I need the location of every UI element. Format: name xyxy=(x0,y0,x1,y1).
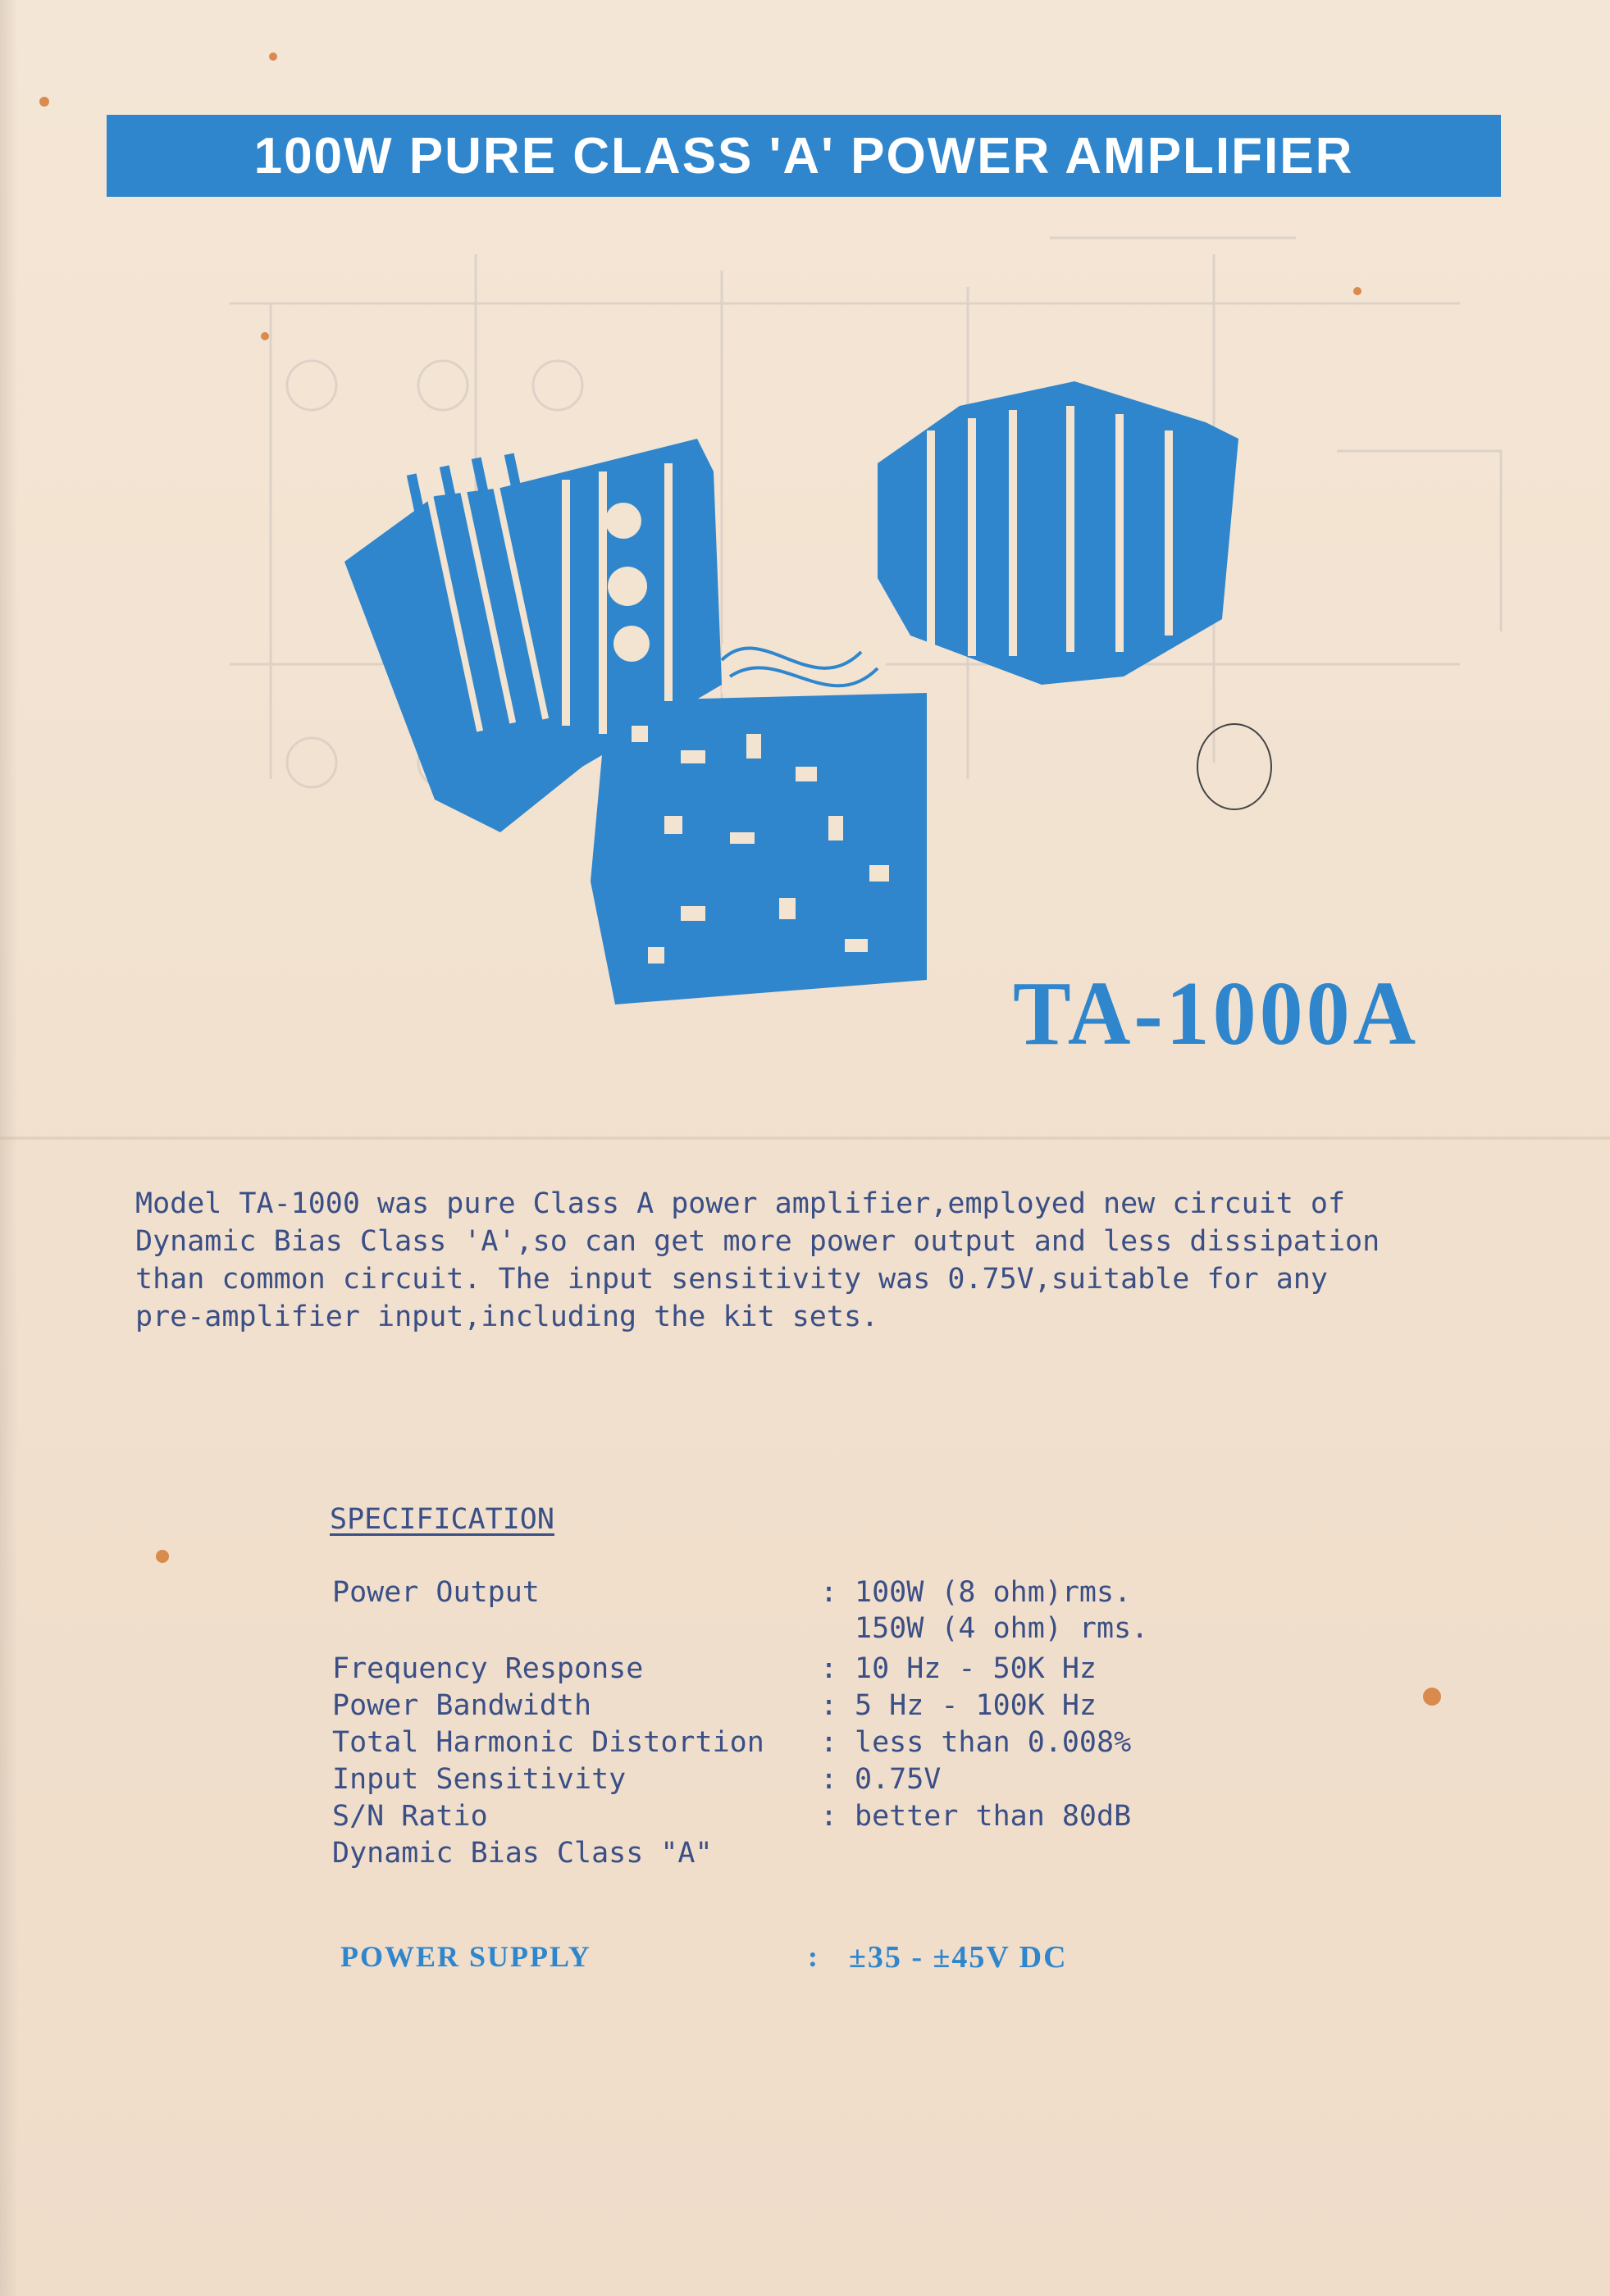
paper-stain xyxy=(156,1550,169,1563)
paper-stain xyxy=(39,97,49,107)
spec-label: Dynamic Bias Class "A" xyxy=(332,1837,713,1870)
paper-fold-line xyxy=(0,1136,1610,1141)
spec-label: Frequency Response xyxy=(332,1652,644,1685)
paper-edge xyxy=(0,0,18,2296)
spec-label: Power Output xyxy=(332,1576,540,1609)
intro-paragraph: Model TA-1000 was pure Class A power amplifier,employed new circuit of Dynamic Bias Class 'A',so can get more power output and less dissipation than common circuit. The input sensitivity was 0.75V,suitable for any pre-amplifier input,including the kit sets. xyxy=(135,1187,1380,1333)
power-supply xyxy=(340,1939,1407,1988)
power-supply-value: ±35 - ±45V DC xyxy=(849,1940,1068,1975)
model-number: TA-1000A xyxy=(1013,963,1420,1064)
spec-label: Power Bandwidth xyxy=(332,1689,592,1722)
spec-value: 150W (4 ohm) rms. xyxy=(855,1612,1149,1645)
paper-stain xyxy=(269,52,277,61)
spec-colon: : xyxy=(820,1726,838,1759)
spec-value: 0.75V xyxy=(855,1763,942,1796)
paper-stain xyxy=(1353,287,1361,295)
spec-value: 100W (8 ohm)rms. xyxy=(855,1576,1132,1609)
spec-label: Input Sensitivity xyxy=(332,1763,627,1796)
spec-colon: : xyxy=(820,1652,838,1685)
amplifier-photo xyxy=(336,373,1304,1029)
spec-label: S/N Ratio xyxy=(332,1800,488,1833)
spec-label: Total Harmonic Distortion xyxy=(332,1726,764,1759)
title-banner xyxy=(107,115,1501,197)
spec-colon: : xyxy=(820,1763,838,1796)
paper-stain xyxy=(1423,1688,1441,1706)
spec-colon: : xyxy=(820,1576,838,1609)
spec-colon: : xyxy=(820,1689,838,1722)
spec-value: better than 80dB xyxy=(855,1800,1132,1833)
power-supply-label: POWER SUPPLY xyxy=(340,1940,591,1973)
spec-colon: : xyxy=(820,1800,838,1833)
spec-value: 10 Hz - 50K Hz xyxy=(855,1652,1097,1685)
page-title: 100W PURE CLASS 'A' POWER AMPLIFIER xyxy=(253,127,1354,184)
spec-value: 5 Hz - 100K Hz xyxy=(855,1689,1097,1722)
specification-heading: SPECIFICATION xyxy=(330,1503,554,1536)
paper-stain xyxy=(261,332,269,340)
spec-value: less than 0.008% xyxy=(855,1726,1132,1759)
power-supply-colon: : xyxy=(808,1940,819,1973)
